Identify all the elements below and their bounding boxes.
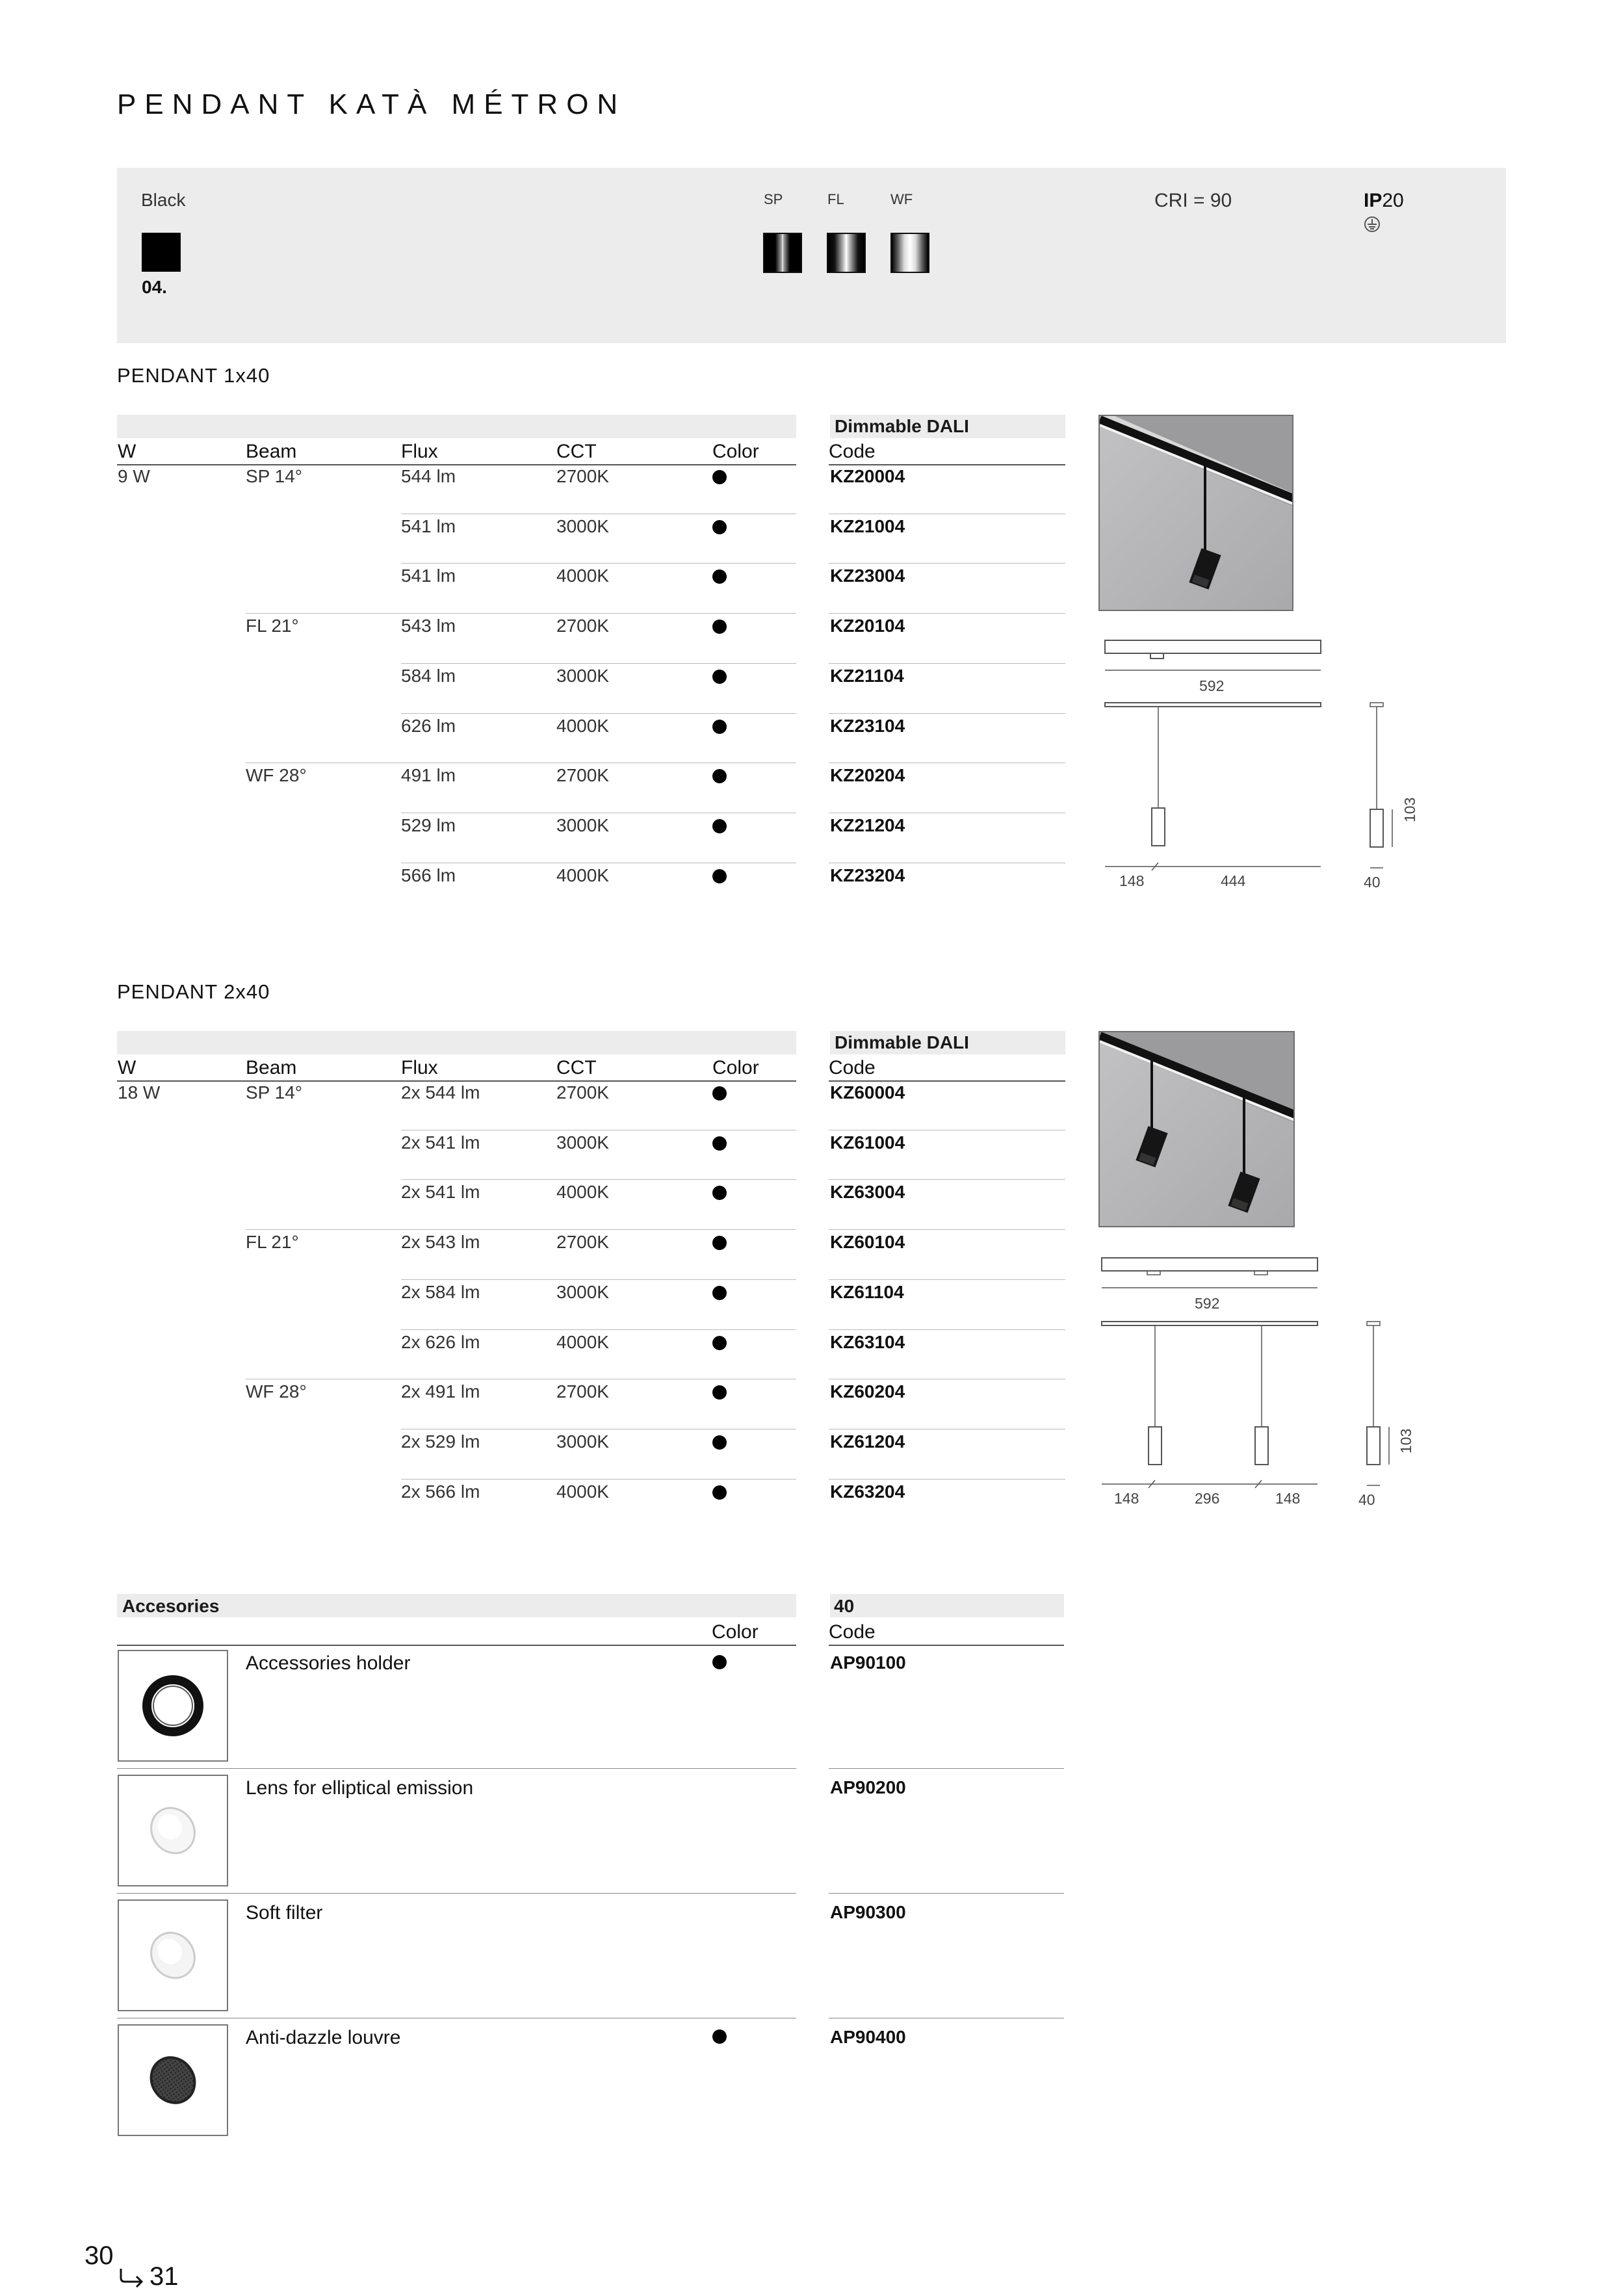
row-divider	[246, 613, 796, 614]
cell-code[interactable]: KZ61004	[830, 1132, 905, 1153]
color-dot-black	[712, 1385, 727, 1400]
cell-cct: 2700K	[556, 466, 609, 486]
cell-cct: 2700K	[556, 616, 609, 636]
accessory-code[interactable]: AP90100	[830, 1652, 906, 1673]
accessory-code[interactable]: AP90200	[830, 1777, 906, 1797]
column-header-w: W	[118, 1057, 136, 1078]
beam-label-sp: SP	[764, 191, 783, 207]
color-dot-black	[712, 620, 727, 634]
elliptical-lens-icon	[118, 1775, 228, 1886]
color-dot-black	[712, 1086, 727, 1101]
column-header-beam: Beam	[246, 441, 297, 462]
row-divider	[401, 663, 796, 664]
dim-length-2x40: 592	[1195, 1295, 1220, 1312]
dim-length-1x40: 592	[1199, 677, 1225, 694]
header-rule	[117, 464, 796, 465]
cell-code[interactable]: KZ63204	[830, 1481, 905, 1502]
dali-header: Dimmable DALI	[835, 416, 969, 436]
soft-filter-icon	[118, 1899, 228, 2011]
finish-info-band	[117, 168, 1506, 343]
pendant-2x40-dimension-drawing	[1095, 1251, 1433, 1511]
color-dot-black	[712, 569, 727, 584]
page-title: PENDANT KATÀ MÉTRON	[117, 88, 627, 120]
cell-code[interactable]: KZ60004	[830, 1082, 905, 1102]
accessories-size-header-bar	[830, 1594, 1064, 1617]
column-header-code: Code	[829, 441, 876, 462]
code-row-divider	[829, 1279, 1065, 1280]
cell-flux: 2x 626 lm	[401, 1331, 480, 1352]
cell-code[interactable]: KZ21204	[830, 815, 905, 835]
code-row-divider	[829, 613, 1065, 614]
color-dot-black	[712, 1435, 727, 1450]
column-header-beam: Beam	[246, 1057, 297, 1078]
dim-height-2x40: 103	[1397, 1428, 1414, 1454]
cell-flux: 2x 491 lm	[401, 1381, 480, 1402]
column-header-flux: Flux	[401, 441, 438, 462]
dim-right-1x40: 444	[1221, 872, 1246, 889]
hook-arrow-icon[interactable]	[117, 2267, 146, 2288]
color-dot-black	[712, 1485, 727, 1500]
cell-beam: SP 14°	[246, 1082, 302, 1102]
louvre-icon	[118, 2024, 228, 2136]
cell-flux: 584 lm	[401, 665, 456, 686]
cell-beam: SP 14°	[246, 466, 302, 486]
cell-cct: 2700K	[556, 1232, 609, 1253]
cell-beam: FL 21°	[246, 1232, 299, 1253]
cell-code[interactable]: KZ63004	[830, 1182, 905, 1203]
dim-left-2x40: 148	[1114, 1490, 1139, 1507]
flood-beam-icon	[827, 233, 866, 273]
column-header-code: Code	[829, 1057, 876, 1078]
cell-watt: 9 W	[118, 466, 150, 486]
column-header-w: W	[118, 441, 136, 462]
cell-flux: 2x 541 lm	[401, 1132, 480, 1153]
cell-cct: 3000K	[556, 1431, 609, 1452]
cell-cct: 4000K	[556, 1331, 609, 1352]
dim-height-1x40: 103	[1401, 797, 1418, 822]
cell-beam: WF 28°	[246, 1381, 307, 1402]
cell-cct: 4000K	[556, 865, 609, 885]
color-dot-black	[712, 1336, 727, 1350]
black-finish-swatch	[142, 233, 181, 272]
cell-flux: 2x 529 lm	[401, 1431, 480, 1452]
finish-label: Black	[141, 190, 186, 210]
ip-rating: IP20	[1364, 190, 1404, 211]
cell-flux: 2x 544 lm	[401, 1082, 480, 1102]
cell-watt: 18 W	[118, 1082, 161, 1102]
color-dot-black	[712, 1236, 727, 1250]
cell-cct: 4000K	[556, 715, 609, 736]
color-dot-black	[712, 470, 727, 484]
accessory-divider	[117, 1893, 796, 1894]
accessory-code[interactable]: AP90400	[830, 2027, 906, 2047]
code-row-divider	[829, 713, 1065, 714]
code-row-divider	[829, 1479, 1065, 1480]
accessory-code[interactable]: AP90300	[830, 1902, 906, 1922]
ring-holder-icon	[118, 1650, 228, 1762]
dim-right-2x40: 148	[1275, 1490, 1301, 1507]
section-title-pendant-2x40: PENDANT 2x40	[117, 980, 270, 1003]
earth-symbol-icon	[1364, 216, 1381, 233]
cell-flux: 543 lm	[401, 616, 456, 636]
cell-beam: FL 21°	[246, 616, 299, 636]
cell-cct: 3000K	[556, 665, 609, 686]
cell-cct: 3000K	[556, 1132, 609, 1153]
cell-flux: 2x 566 lm	[401, 1481, 480, 1502]
accessories-code-header: Code	[829, 1621, 876, 1643]
column-header-cct: CCT	[556, 441, 597, 462]
color-dot-black	[712, 1136, 727, 1151]
accessory-name: Lens for elliptical emission	[246, 1777, 474, 1799]
accessory-code-divider	[829, 1893, 1064, 1894]
beam-label-fl: FL	[827, 191, 844, 207]
code-header-rule	[829, 1080, 1065, 1082]
cell-code[interactable]: KZ23204	[830, 865, 905, 885]
spot-beam-icon	[763, 233, 802, 273]
column-header-cct: CCT	[556, 1057, 597, 1078]
column-header-color: Color	[712, 1057, 759, 1078]
code-row-divider	[829, 563, 1065, 564]
color-dot-black	[712, 1286, 727, 1300]
accessory-code-divider	[829, 1768, 1064, 1769]
cell-cct: 4000K	[556, 566, 609, 586]
pendant-1x40-dimension-drawing	[1098, 634, 1436, 894]
color-dot-black	[712, 670, 727, 684]
cell-code[interactable]: KZ20104	[830, 616, 905, 636]
row-divider	[401, 1279, 796, 1280]
accessories-color-header: Color	[712, 1621, 759, 1643]
pendant-2x40-photo	[1098, 1031, 1295, 1227]
cell-beam: WF 28°	[246, 765, 307, 786]
cell-code[interactable]: KZ21004	[830, 515, 905, 536]
cell-cct: 3000K	[556, 1281, 609, 1302]
cell-code[interactable]: KZ20004	[830, 466, 905, 486]
cell-code[interactable]: KZ61204	[830, 1431, 905, 1452]
column-header-color: Color	[712, 441, 759, 462]
color-dot-black	[712, 1655, 727, 1669]
cell-cct: 2700K	[556, 1082, 609, 1102]
row-divider	[401, 713, 796, 714]
accessory-divider	[117, 1768, 796, 1769]
row-divider	[246, 1229, 796, 1230]
cell-cct: 4000K	[556, 1182, 609, 1203]
color-dot-black	[712, 2029, 727, 2044]
color-dot-black	[712, 819, 727, 833]
row-divider	[401, 1479, 796, 1480]
cell-cct: 4000K	[556, 1481, 609, 1502]
color-dot-black	[712, 769, 727, 783]
cell-cct: 2700K	[556, 765, 609, 786]
cell-code[interactable]: KZ20204	[830, 765, 905, 786]
code-row-divider	[829, 1329, 1065, 1330]
cell-code[interactable]: KZ63104	[830, 1331, 905, 1352]
header-rule	[117, 1080, 796, 1082]
dim-width-2x40: 40	[1358, 1491, 1375, 1508]
cell-flux: 2x 543 lm	[401, 1232, 480, 1253]
next-page-link[interactable]: 31	[149, 2262, 179, 2291]
accessories-code-rule	[829, 1645, 1064, 1646]
page-number: 30	[84, 2241, 114, 2270]
code-row-divider	[829, 1229, 1065, 1230]
wide-flood-beam-icon	[890, 233, 929, 273]
beam-label-wf: WF	[890, 191, 913, 207]
color-dot-black	[712, 1186, 727, 1200]
section-title-pendant-1x40: PENDANT 1x40	[117, 364, 270, 387]
accessories-title: Accesories	[122, 1596, 220, 1616]
cell-code[interactable]: KZ61104	[830, 1281, 904, 1302]
accessories-size-header: 40	[834, 1596, 855, 1616]
finish-code: 04.	[142, 277, 167, 297]
row-divider	[401, 1329, 796, 1330]
cell-flux: 541 lm	[401, 566, 456, 586]
cell-flux: 544 lm	[401, 466, 456, 486]
dim-left-1x40: 148	[1119, 872, 1145, 889]
accessory-name: Accessories holder	[246, 1652, 411, 1674]
pendant-1x40-photo	[1098, 415, 1293, 611]
color-dot-black	[712, 869, 727, 883]
cell-code[interactable]: KZ60104	[830, 1232, 905, 1253]
cell-cct: 2700K	[556, 1381, 609, 1402]
cell-flux: 2x 541 lm	[401, 1182, 480, 1203]
accessory-name: Soft filter	[246, 1902, 323, 1924]
cell-code[interactable]: KZ23004	[830, 566, 905, 586]
table-header-bar	[117, 415, 796, 438]
dim-middle-2x40: 296	[1195, 1490, 1220, 1507]
cell-cct: 3000K	[556, 515, 609, 536]
cell-code[interactable]: KZ21104	[830, 665, 904, 686]
cell-flux: 491 lm	[401, 765, 456, 786]
color-dot-black	[712, 520, 727, 534]
code-header-rule	[829, 464, 1065, 465]
table-header-bar	[117, 1031, 796, 1054]
row-divider	[401, 1179, 796, 1180]
accessories-header-rule	[117, 1645, 796, 1646]
dali-header: Dimmable DALI	[835, 1032, 969, 1052]
accessory-name: Anti-dazzle louvre	[246, 2027, 401, 2048]
cell-code[interactable]: KZ23104	[830, 715, 905, 736]
cell-cct: 3000K	[556, 815, 609, 835]
color-dot-black	[712, 720, 727, 734]
cell-flux: 566 lm	[401, 865, 456, 885]
cri-value: CRI = 90	[1154, 190, 1232, 211]
cell-flux: 529 lm	[401, 815, 456, 835]
code-row-divider	[829, 1179, 1065, 1180]
dim-width-1x40: 40	[1364, 874, 1381, 891]
cell-flux: 626 lm	[401, 715, 456, 736]
code-row-divider	[829, 663, 1065, 664]
cell-flux: 541 lm	[401, 515, 456, 536]
column-header-flux: Flux	[401, 1057, 438, 1078]
cell-flux: 2x 584 lm	[401, 1281, 480, 1302]
row-divider	[401, 563, 796, 564]
cell-code[interactable]: KZ60204	[830, 1381, 905, 1402]
